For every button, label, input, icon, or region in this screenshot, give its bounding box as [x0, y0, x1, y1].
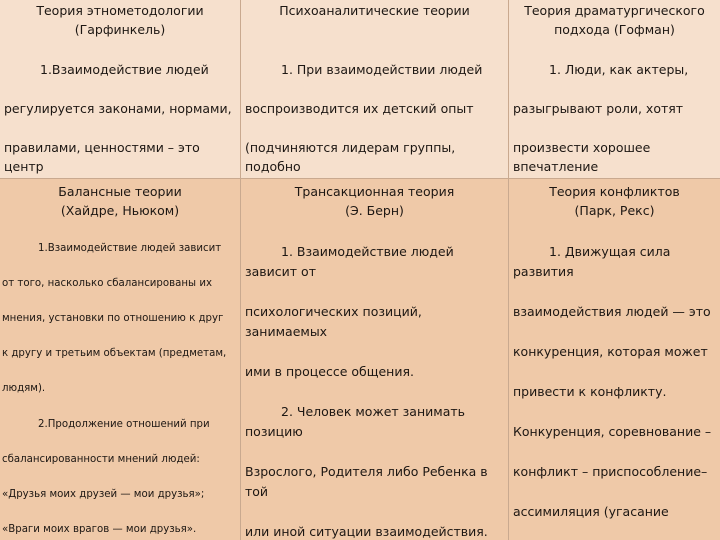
- text-line: привести к конфликту.: [513, 384, 667, 399]
- cell-body: [241, 220, 508, 540]
- cell-dramaturgical: [508, 0, 720, 178]
- text-line: к другу и третьим объектам (предметам,: [2, 348, 227, 360]
- text-line: психологических позиций, занимаемых: [245, 304, 422, 339]
- cell-body: [0, 220, 240, 540]
- text-line: 2.Продолжение отношений при: [38, 418, 210, 430]
- text-line: воспроизводится их детский опыт: [245, 101, 474, 117]
- text-line: мнения, установки по отношению к друг: [2, 312, 224, 324]
- cell-title: Трансакционная теория (Э. Берн): [294, 184, 455, 218]
- cell-title: Теория драматургического подхода (Гофман): [524, 3, 705, 37]
- cell-title: Психоаналитические теории: [279, 3, 470, 18]
- text-line: 1. Взаимодействие людей зависит от: [245, 244, 454, 279]
- text-line: 1. Люди, как актеры,: [549, 62, 689, 78]
- cell-balance: [0, 178, 240, 540]
- text-line: «Друзья моих друзей — мои друзья»;: [2, 488, 205, 500]
- text-line: конкуренция, которая может: [513, 344, 708, 359]
- text-line: 1.Взаимодействие людей: [40, 62, 209, 78]
- cell-conflict: [508, 178, 720, 540]
- text-line: сбалансированности мнений людей:: [2, 453, 200, 465]
- text-line: или иной ситуации взаимодействия.: [245, 524, 488, 539]
- cell-transactional: [240, 178, 508, 540]
- text-line: конфликт – приспособление–: [513, 464, 708, 479]
- cell-body: [0, 39, 240, 178]
- cell-body: [509, 220, 720, 540]
- text-line: Конкуренция, соревнование –: [513, 424, 712, 439]
- text-line: правилами, ценностями – это центр: [4, 140, 200, 175]
- cell-title: Балансные теории (Хайдре, Ньюком): [58, 184, 182, 218]
- cell-body: [241, 20, 508, 178]
- text-line: ассимиляция (угасание: [513, 504, 669, 519]
- cell-ethnomethodology: [0, 0, 240, 178]
- text-line: регулируется законами, нормами,: [4, 101, 232, 117]
- text-line: от того, насколько сбалансированы их: [2, 277, 212, 289]
- text-line: 1. При взаимодействии людей: [281, 62, 483, 78]
- text-line: «Враги моих врагов — мои друзья».: [2, 524, 197, 536]
- text-line: 2. Человек может занимать позицию: [245, 404, 466, 439]
- text-line: 1. Движущая сила развития: [513, 244, 671, 279]
- cell-body: [509, 39, 720, 178]
- cell-title: Теория этнометодологии (Гарфинкель): [36, 3, 204, 37]
- cell-title: Теория конфликтов (Парк, Рекс): [549, 184, 680, 218]
- text-line: взаимодействия людей — это: [513, 304, 711, 319]
- text-line: людям).: [2, 383, 46, 395]
- text-line: Взрослого, Родителя либо Ребенка в той: [245, 464, 488, 499]
- text-line: произвести хорошее впечатление: [513, 140, 651, 175]
- text-line: (подчиняются лидерам группы, подобно: [245, 140, 456, 175]
- text-line: разыгрывают роли, хотят: [513, 101, 684, 117]
- text-line: ими в процессе общения.: [245, 364, 414, 379]
- text-line: 1.Взаимодействие людей зависит: [38, 242, 222, 254]
- cell-psychoanalytic: [240, 0, 508, 178]
